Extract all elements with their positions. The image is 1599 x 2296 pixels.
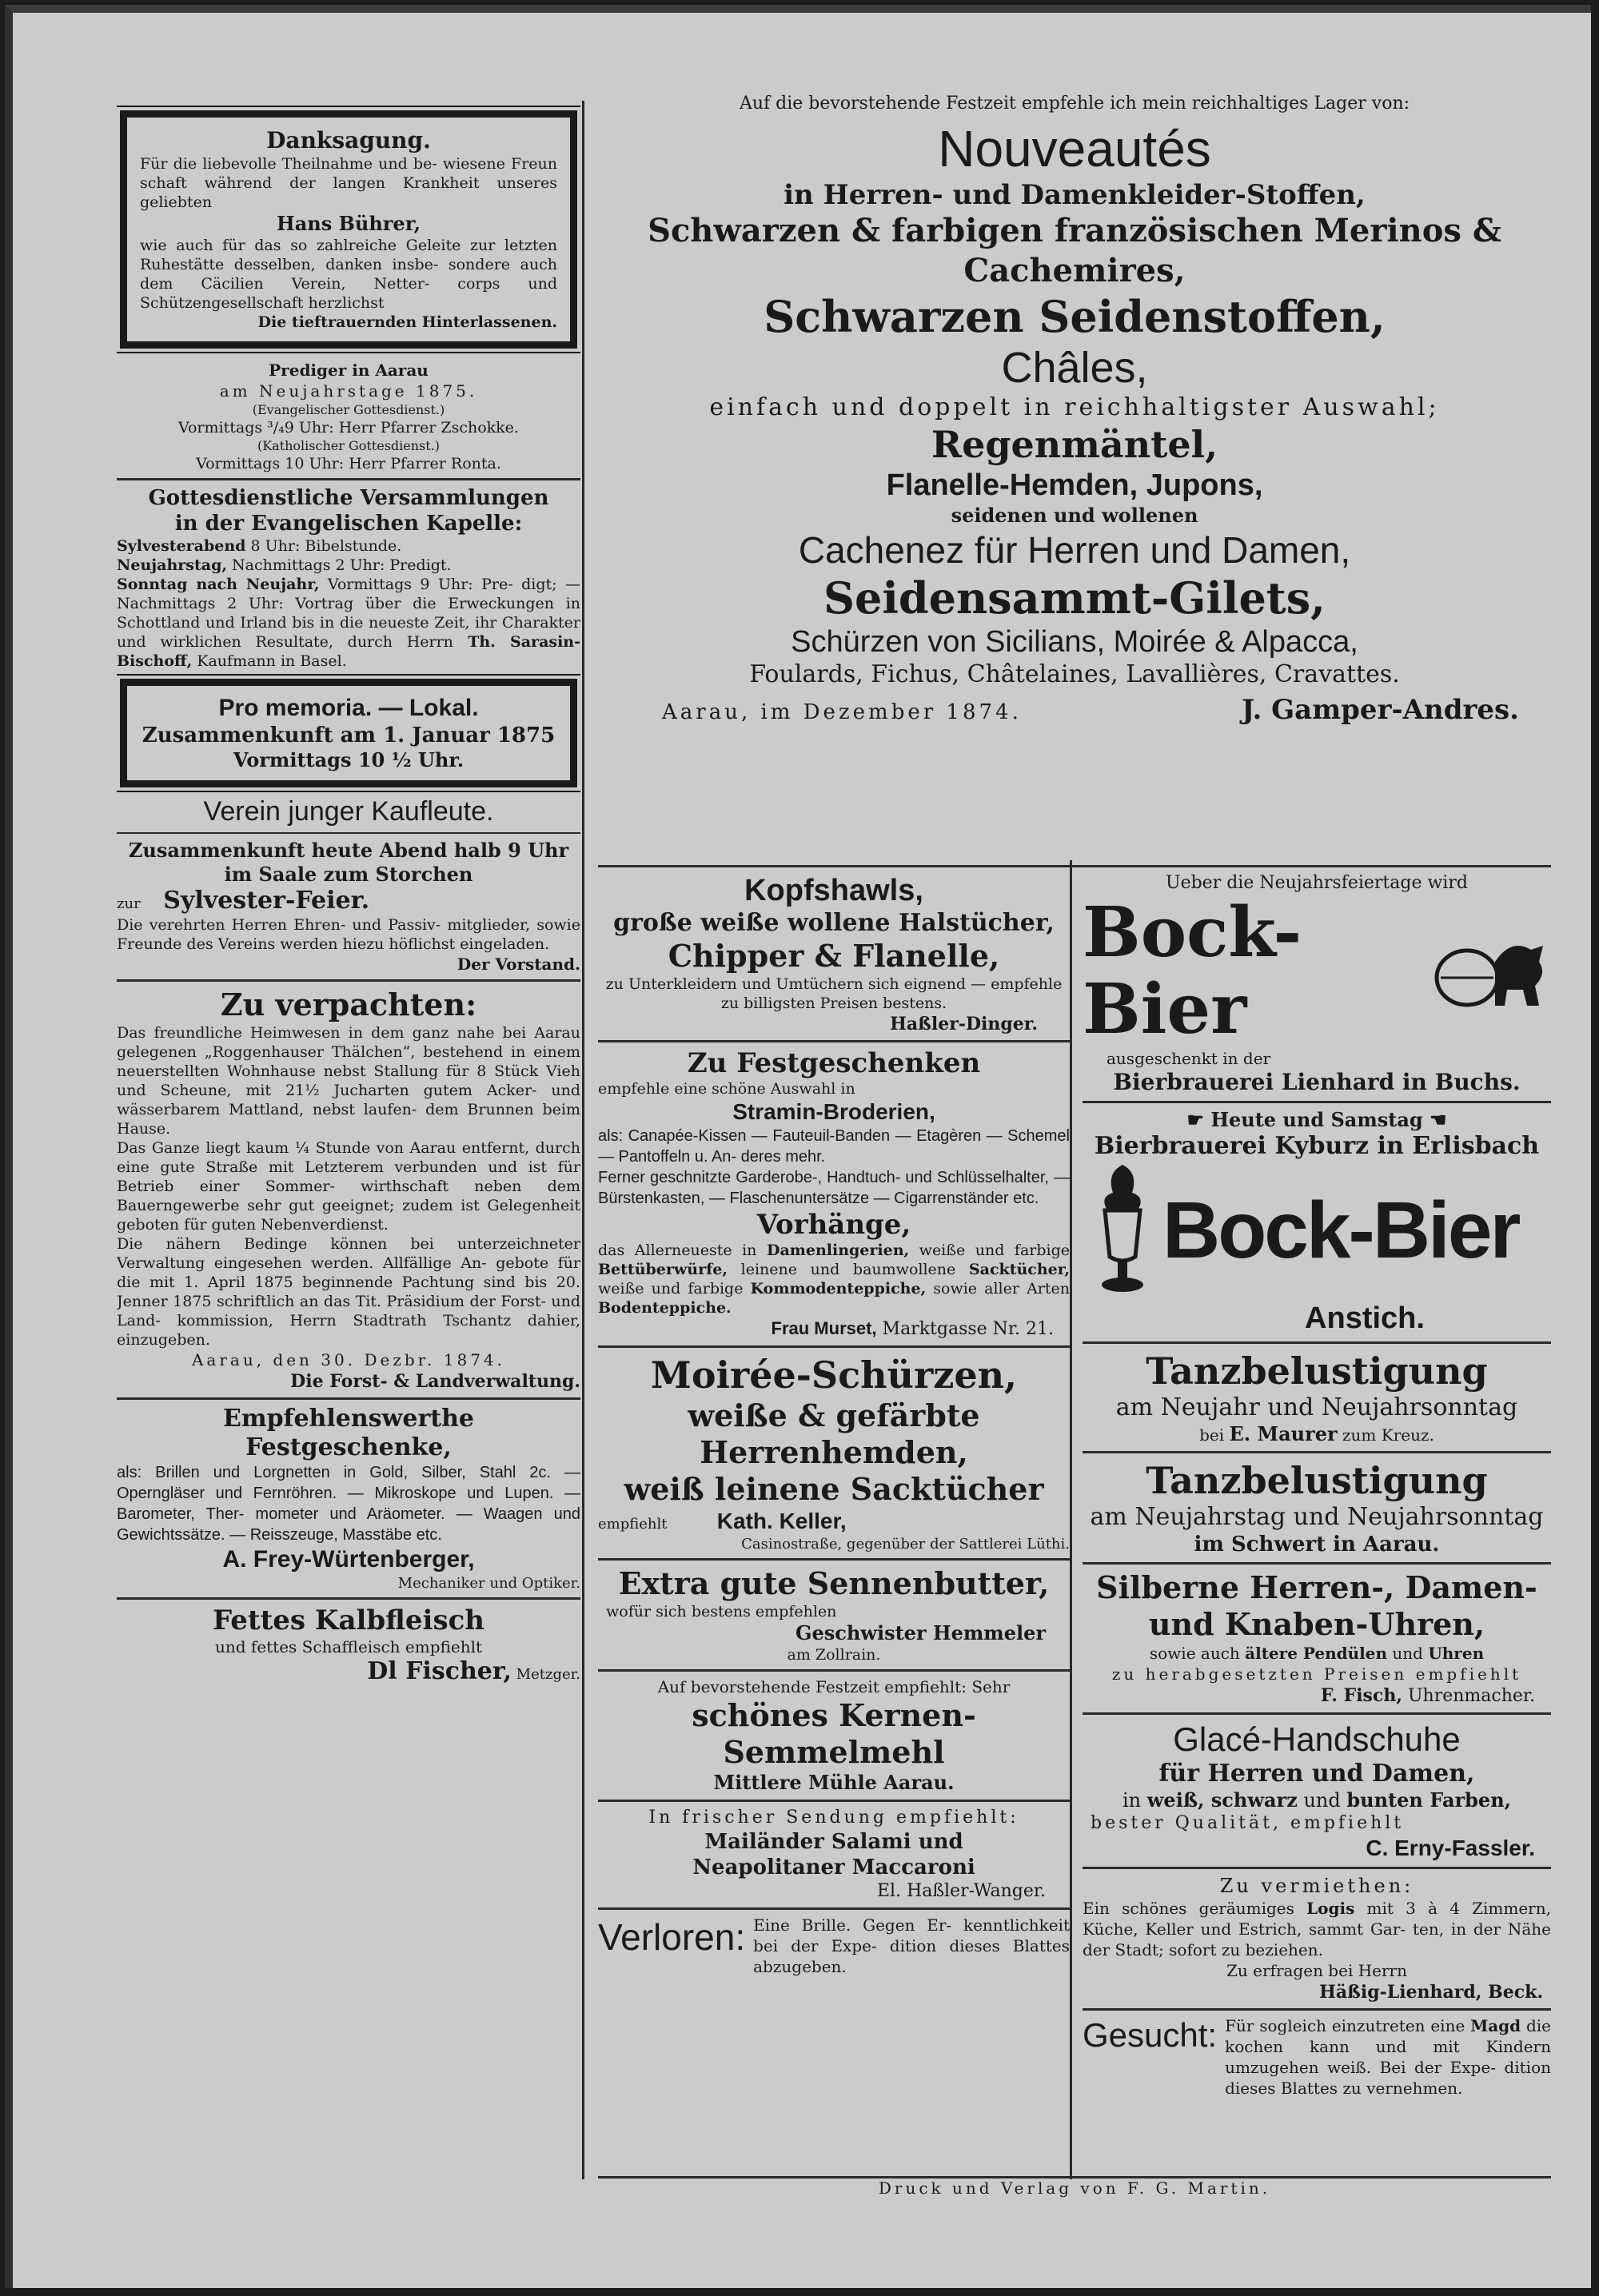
salami-line: Mailänder Salami und: [704, 1830, 963, 1854]
divider: [1083, 2008, 1551, 2011]
fest-name: A. Frey-Würtenberger,: [222, 1546, 475, 1573]
top-nouveautes: Nouveautés: [938, 120, 1211, 177]
kalb-line: und fettes Schaffleisch empfiehlt: [214, 1637, 483, 1656]
ad-prediger: [117, 360, 580, 473]
bock2-title: Bock-Bier: [1162, 1186, 1519, 1275]
promem-line: Zusammenkunft am 1. Januar 1875: [142, 723, 556, 747]
top-line: Regenmäntel,: [931, 423, 1218, 466]
ad-salami: [598, 1807, 1070, 1903]
uhren-line: sowie auch ältere Pendülen und Uhren: [1149, 1644, 1485, 1663]
divider: [1083, 1562, 1551, 1565]
kopf-line: Chipper & Flanelle,: [668, 938, 1000, 974]
glace-name: C. Erny-Fassler.: [1366, 1836, 1535, 1860]
gottes-line: Sonntag nach Neujahr, Vormittags 9 Uhr: Pre- digt; — Nachmittags 2 Uhr: Vortrag über die Erweckungen in Schottland und Irland bis in die neueste Zeit, ihr Charakter und wirklichen Resultate, durch Herrn Th. Sarasin- Bischoff, Kaufmann in Basel.: [117, 576, 580, 670]
ad-tanz-maurer: [1083, 1349, 1551, 1446]
pred-line: Vormittags 10 Uhr: Herr Pfarrer Ronta.: [196, 455, 501, 472]
tanz2-line: am Neujahrstag und Neujahrsonntag: [1090, 1503, 1544, 1531]
top-line: Auf die bevorstehende Festzeit empfehle ich mein reichhaltiges Lager von:: [739, 94, 1410, 114]
festg-line: das Allerneueste in Damenlingerien, weiße und farbige Bettüberwürfe, leinene und baumwollene Sacktücher, weiße und farbige Kommodenteppiche, sowie aller Arten Bodenteppiche.: [598, 1242, 1070, 1317]
ad-kalbfleisch: [117, 1604, 580, 1686]
verein-sign: Der Vorstand.: [457, 955, 580, 974]
kopf-line: zu Unterkleidern und Umtüchern sich eignend — empfehle zu billigsten Preisen bestens.: [605, 975, 1063, 1012]
glace-line: Glacé-Handschuhe: [1173, 1720, 1461, 1758]
sub-column-right: [1083, 872, 1551, 2167]
top-line: Cachenez für Herren und Damen,: [798, 529, 1351, 571]
bock2-line: Anstich.: [1305, 1301, 1425, 1335]
top-chales: Châles,: [1001, 344, 1148, 392]
dank-body2: wie auch für das so zahlreiche Geleite zur letzten Ruhestätte desselben, danken insbe- sondere auch dem Cäcilien Verein, Netter- corps und Schützengesellschaft herzlichst: [140, 237, 557, 312]
logis-line: Zu erfragen bei Herrn: [1226, 1961, 1407, 1980]
divider: [598, 1345, 1070, 1348]
verloren-body: Eine Brille. Gegen Er- kenntlichkeit bei der Expe- dition dieses Blattes abzugeben.: [753, 1915, 1070, 1976]
butter-line: wofür sich bestens empfehlen: [606, 1603, 837, 1620]
divider: [1083, 1101, 1551, 1103]
gesucht-title: Gesucht:: [1083, 2016, 1218, 2054]
dank-sign: Die tieftrauernden Hinterlassenen.: [257, 313, 557, 331]
pacht-body: Die nähern Bedinge können bei unterzeichneter Verwaltung eingesehen werden. Allfällige An- gebote für die mit 1. April 1875 beginnende Pachtung sind bis 20. Jenner 1875 schriftlich an das Tit. Präsidium der Forst- und Land- kommission, Herrn Stadtrath Tschantz dahier, einzugeben.: [117, 1235, 580, 1349]
festg-line: Ferner geschnitzte Garderobe-, Handtuch- und Schlüsselhalter, — Bürstenkasten, — Flaschenuntersätze — Cigarrenständer etc.: [598, 1169, 1070, 1207]
bock1-banner: [1083, 892, 1551, 1050]
ad-bock-bier-lienhard: [1083, 872, 1551, 1096]
kopf-sign: Haßler-Dinger.: [890, 1014, 1038, 1034]
kopf-line: große weiße wollene Halstücher,: [613, 909, 1055, 937]
divider: [117, 478, 580, 480]
top-line: Seidensammt-Gilets,: [823, 572, 1326, 624]
pred-line: (Evangelischer Gottesdienst.): [252, 402, 445, 417]
fest-sub: Mechaniker und Optiker.: [397, 1575, 580, 1592]
moiree-name-line: empfiehlt Kath. Keller,: [598, 1509, 847, 1533]
divider: [1083, 1712, 1551, 1715]
pred-line: (Katholischer Gottesdienst.): [257, 438, 441, 453]
fest-body: als: Brillen und Lorgnetten in Gold, Silber, Stahl 2c. — Operngläser und Fernröhren. — Mikroskope und Lupen. — Barometer, Ther- mometer und Aräometer. — Waagen und Gewichtssätze. — Reisszeuge, Masstäbe etc.: [117, 1464, 580, 1544]
glace-line: bester Qualität, empfiehlt: [1091, 1813, 1405, 1833]
mehl-line: Auf bevorstehende Festzeit empfiehlt: Sehr: [657, 1677, 1011, 1696]
gottes-line: Neujahrstag, Nachmittags 2 Uhr: Predigt.: [117, 556, 452, 574]
bock1-line: ausgeschenkt in der: [1107, 1049, 1271, 1068]
ad-zu-festgeschenken: [598, 1047, 1070, 1341]
verein-line: im Saale zum Storchen: [224, 863, 473, 886]
goblet-icon: [1091, 1161, 1154, 1300]
divider: [117, 832, 580, 834]
butter-name: Geschwister Hemmeler: [795, 1621, 1046, 1644]
gottes-title: Gottesdienstliche Versammlungen: [148, 486, 549, 510]
imprint: Druck und Verlag von F. G. Martin.: [878, 2178, 1271, 2198]
moiree-line: weiß leinene Sacktücher: [624, 1471, 1044, 1507]
festg-title: Zu Festgeschenken: [687, 1047, 981, 1079]
fest-title: Empfehlenswerthe Festgeschenke,: [222, 1405, 475, 1461]
uhren-line: zu herabgesetzten Preisen empfiehlt: [1111, 1664, 1522, 1684]
kalb-sign: Dl Fischer, Metzger.: [367, 1657, 580, 1685]
pacht-title: Zu verpachten:: [220, 987, 477, 1022]
kalb-title: Fettes Kalbfleisch: [212, 1604, 485, 1636]
verein-line: Zusammenkunft heute Abend halb 9 Uhr: [128, 839, 569, 862]
bock1-line: Bierbrauerei Lienhard in Buchs.: [1113, 1069, 1521, 1095]
goat-keg-icon: [1431, 930, 1551, 1013]
tanz1-line: Tanzbelustigung: [1146, 1349, 1488, 1393]
mehl-line: Mittlere Mühle Aarau.: [713, 1771, 955, 1794]
hand-left-icon: ☛: [1186, 1108, 1211, 1131]
divider: [1083, 1451, 1551, 1453]
column-rule: [582, 101, 584, 2179]
top-line: Schwarzen & farbigen französischen Merinos & Cachemires,: [648, 212, 1501, 289]
divider: [1083, 1867, 1551, 1869]
ad-bock-bier-kyburz: [1083, 1108, 1551, 1337]
pred-line: Vormittags ³/₄9 Uhr: Herr Pfarrer Zschokke.: [178, 419, 519, 436]
gesucht-body: Für sogleich einzutreten eine Magd die kochen kann und mit Kindern umzugehen weiß. Bei der Expe- dition dieses Blattes zu vernehmen.: [1225, 2016, 1551, 2098]
verein-body: Die verehrten Herren Ehren- und Passiv- mitglieder, sowie Freunde des Vereins werden hiezu höflichst eingeladen.: [117, 916, 580, 953]
moiree-line: Moirée-Schürzen,: [650, 1353, 1018, 1397]
ad-glace: [1083, 1720, 1551, 1862]
ad-verein: [117, 795, 580, 975]
bock1-title: Bock-Bier: [1083, 892, 1302, 1050]
tanz1-line: bei E. Maurer zum Kreuz.: [1199, 1422, 1434, 1445]
ad-kopfshawls: [598, 872, 1070, 1035]
hand-right-icon: ☚: [1422, 1108, 1447, 1131]
salami-sign: El. Haßler-Wanger.: [876, 1881, 1046, 1901]
butter-line: Extra gute Sennenbutter,: [618, 1565, 1050, 1601]
divider: [117, 1597, 580, 1600]
pred-line: am Neujahrstage 1875.: [219, 381, 478, 401]
top-line: einfach und doppelt in reichhaltigster Auswahl;: [709, 393, 1440, 421]
ad-gottesdienst: [117, 485, 580, 671]
top-line: seidenen und wollenen: [951, 504, 1198, 527]
logis-body: Ein schönes geräumiges Logis mit 3 à 4 Zimmern, Küche, Keller und Estrich, sammt Gar- ten, in der Nähe der Stadt; sofort zu beziehen.: [1083, 1899, 1551, 1959]
pred-title: Prediger in Aarau: [269, 361, 429, 380]
divider: [598, 1669, 1070, 1672]
ad-gesucht: [1083, 2015, 1551, 2099]
pacht-date: Aarau, den 30. Dezbr. 1874.: [191, 1350, 506, 1369]
verein-feier: zur Sylvester-Feier.: [117, 887, 370, 915]
top-line: Flanelle-Hemden, Jupons,: [886, 468, 1263, 502]
bock1-line: Ueber die Neujahrsfeiertage wird: [1166, 873, 1468, 893]
uhren-line: Silberne Herren-, Damen-: [1096, 1569, 1537, 1605]
dank-name: Hans Bührer,: [277, 212, 421, 235]
divider: [598, 1907, 1070, 1910]
top-line: Schürzen von Sicilians, Moirée & Alpacca,: [791, 625, 1358, 659]
ad-logis: [1083, 1874, 1551, 2003]
divider: [598, 1558, 1070, 1561]
dank-body: Für die liebevolle Theilnahme und be- wiesene Freun schaft während der langen Krankheit unseres geliebten: [140, 155, 557, 211]
ad-pro-memoria: [120, 679, 577, 787]
uhren-sign: F. Fisch, Uhrenmacher.: [1320, 1685, 1535, 1706]
kopf-line: Kopfshawls,: [744, 874, 923, 907]
top-line: Foulards, Fichus, Châtelaines, Lavallières, Cravattes.: [749, 660, 1400, 688]
ad-festgeschenke: [117, 1405, 580, 1592]
logis-title: Zu vermiethen:: [1219, 1875, 1414, 1897]
gottes-line: Sylvesterabend 8 Uhr: Bibelstunde.: [117, 537, 402, 555]
festg-sign: Frau Murset, Marktgasse Nr. 21.: [771, 1318, 1054, 1339]
butter-sub: am Zollrain.: [787, 1646, 881, 1664]
top-footer: [598, 689, 1551, 726]
pacht-body: Das Ganze liegt kaum ¼ Stunde von Aarau entfernt, durch eine gute Straße mit Letzterem verbunden und ist für Betrieb einer Sommer- wirthschaft neben dem Bauerngewerbe sehr gut geeignet; zudem ist Gelegenheit geboten für guten Nebenverdienst.: [117, 1139, 580, 1234]
festg-line: Stramin-Broderien,: [732, 1099, 935, 1124]
top-line: in Herren- und Damenkleider-Stoffen,: [784, 179, 1366, 211]
divider: [117, 979, 580, 982]
ad-verpachten: [117, 987, 580, 1393]
promem-line: Pro memoria. — Lokal.: [218, 695, 479, 721]
ad-danksagung: [120, 110, 577, 349]
ad-moiree: [598, 1353, 1070, 1553]
right-section: [598, 93, 1551, 2171]
festg-line: empfehle eine schöne Auswahl in: [598, 1080, 855, 1098]
newspaper-page: [5, 5, 1591, 2288]
ad-tanz-schwert: [1083, 1458, 1551, 1557]
top-line: Schwarzen Seidenstoffen,: [764, 291, 1386, 342]
dank-title: Danksagung.: [266, 127, 431, 153]
glace-line: in weiß, schwarz und bunten Farben,: [1122, 1788, 1511, 1812]
moiree-sub: Casinostraße, gegenüber der Sattlerei Lüthi.: [741, 1536, 1070, 1553]
verloren-title: Verloren:: [598, 1916, 746, 1958]
bock2-banner: [1083, 1161, 1551, 1300]
tanz2-line: Tanzbelustigung: [1146, 1459, 1488, 1502]
tanz1-line: am Neujahr und Neujahrsonntag: [1115, 1393, 1518, 1421]
left-column: [117, 101, 580, 2163]
mehl-line: schönes Kernen-Semmelmehl: [692, 1697, 976, 1770]
pacht-body: Das freundliche Heimwesen in dem ganz nahe bei Aarau gelegenen „Roggenhauser Thälchen“, bestehend in einem neuerstellten Wohnhause nebst Stallung für 8 Stück Vieh und Scheune, mit 21½ Jucharten gutem Acker- und wässerbarem Mattland, nebst laufen- dem Brunnen beim Hause.: [117, 1024, 580, 1138]
gottes-subtitle: in der Evangelischen Kapelle:: [174, 512, 523, 536]
festg-line: Vorhänge,: [756, 1209, 911, 1241]
divider: [598, 1800, 1070, 1802]
ad-nouveautes: [598, 93, 1551, 726]
bock2-line: ☛ Heute und Samstag ☚: [1186, 1108, 1447, 1131]
divider: [1083, 1341, 1551, 1344]
ad-uhren: [1083, 1569, 1551, 1708]
ad-verloren: [598, 1915, 1070, 1977]
top-sign: J. Gamper-Andres.: [1242, 694, 1519, 726]
salami-line: In frischer Sendung empfiehlt:: [648, 1808, 1019, 1828]
sub-column-left: [598, 872, 1070, 2167]
ad-mehl: [598, 1676, 1070, 1795]
tanz2-line: im Schwert in Aarau.: [1194, 1533, 1440, 1557]
festg-line: als: Canapée-Kissen — Fauteuil-Banden — Etagèren — Schemel — Pantoffeln u. An- deres mehr.: [598, 1127, 1070, 1166]
divider: [117, 1397, 580, 1400]
divider: [598, 1040, 1070, 1042]
pacht-sign: Die Forst- & Landverwaltung.: [290, 1371, 580, 1392]
top-date: Aarau, im Dezember 1874.: [662, 700, 1022, 724]
salami-line: Neapolitaner Maccaroni: [692, 1856, 975, 1879]
uhren-line: und Knaben-Uhren,: [1148, 1606, 1485, 1642]
divider: [598, 865, 1551, 867]
moiree-line: weiße & gefärbte Herrenhemden,: [688, 1397, 980, 1470]
logis-sign: Häßig-Lienhard, Beck.: [1319, 1982, 1543, 2003]
bock2-line: Bierbrauerei Kyburz in Erlisbach: [1094, 1132, 1540, 1160]
verein-title: Verein junger Kaufleute.: [203, 796, 494, 827]
glace-line: für Herren und Damen,: [1158, 1760, 1475, 1788]
promem-line: Vormittags 10 ½ Uhr.: [233, 748, 465, 771]
ad-sennenbutter: [598, 1565, 1070, 1664]
